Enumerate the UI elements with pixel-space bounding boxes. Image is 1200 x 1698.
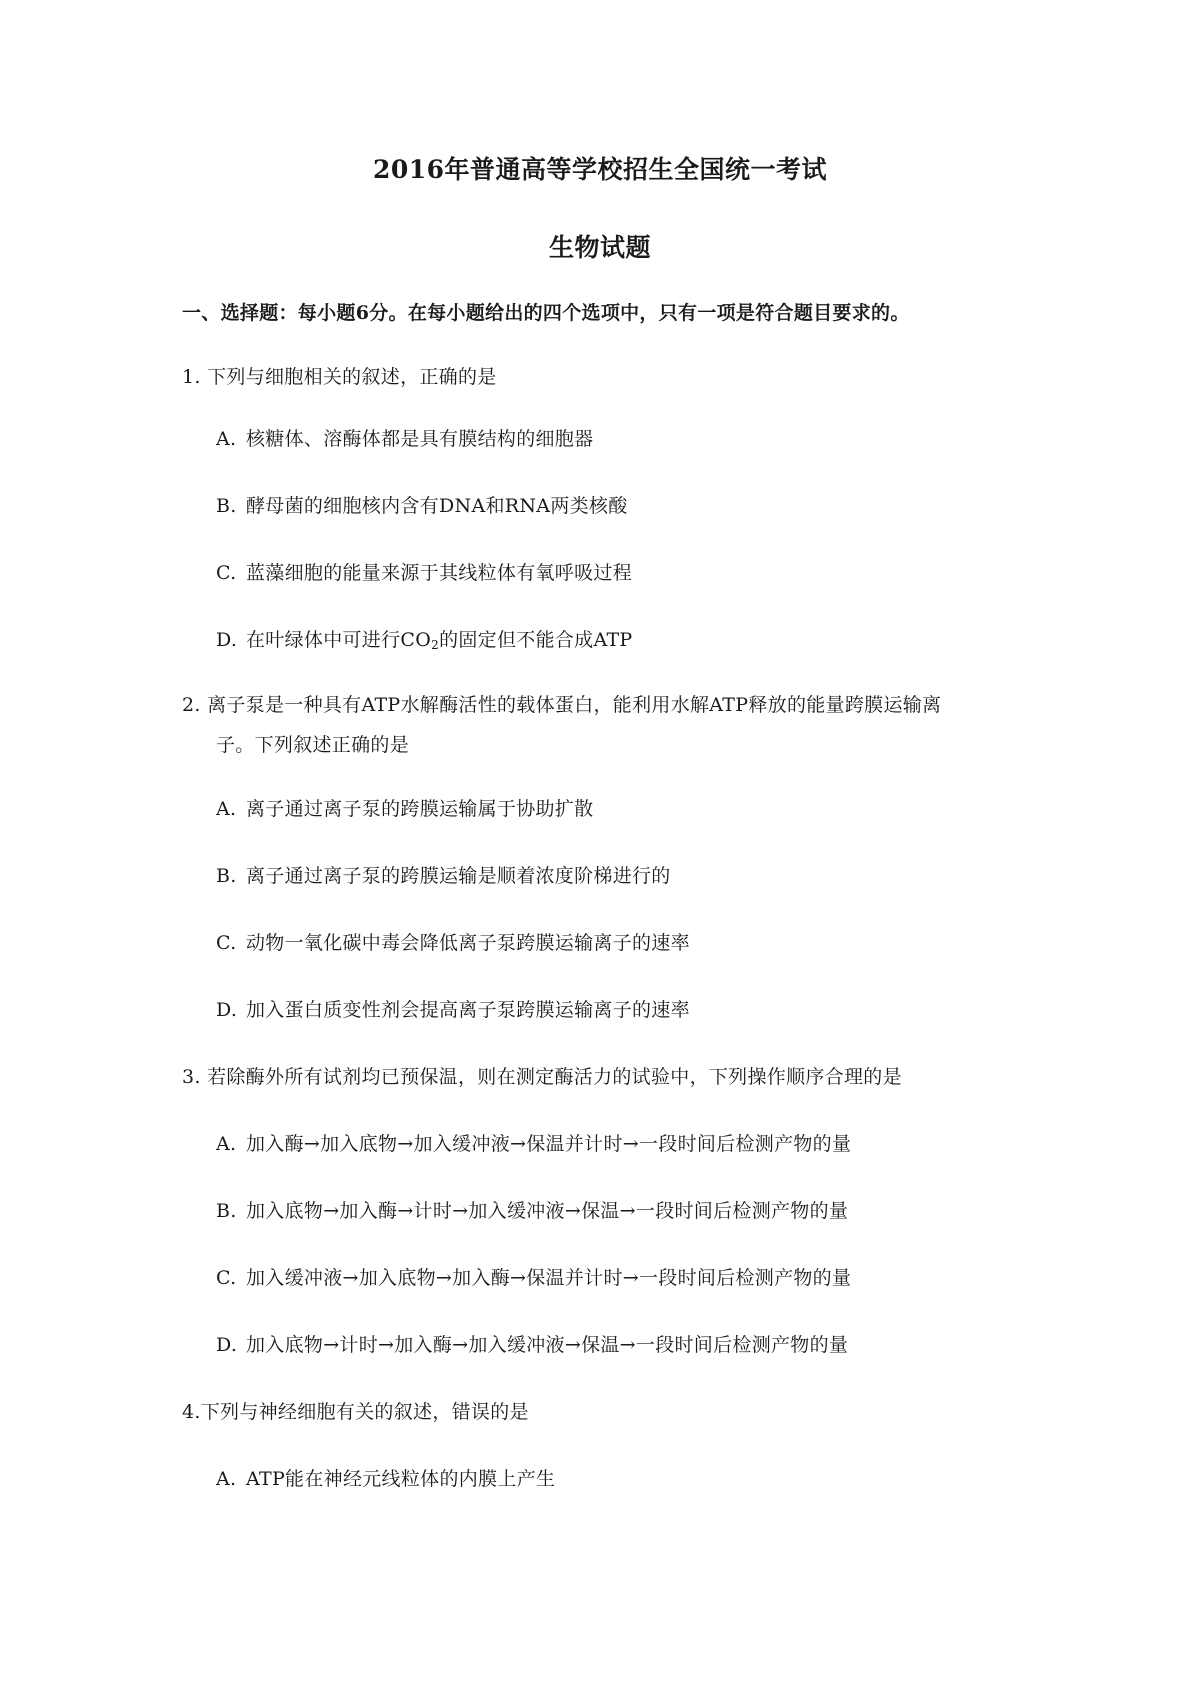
q1-option-a bbox=[216, 424, 593, 451]
q3-option-c bbox=[216, 1263, 851, 1290]
option-text-after: 的固定但不能合成ATP bbox=[439, 629, 633, 651]
option-text: 加入酶→加入底物→加入缓冲液→保温并计时→一段时间后检测产物的量 bbox=[246, 1133, 852, 1155]
section-heading: 一、选择题：每小题6分。在每小题给出的四个选项中，只有一项是符合题目要求的。 bbox=[182, 302, 910, 324]
option-text: 加入缓冲液→加入底物→加入酶→保温并计时→一段时间后检测产物的量 bbox=[246, 1267, 852, 1289]
option-text: ATP能在神经元线粒体的内膜上产生 bbox=[246, 1468, 556, 1490]
subject-title: 生物试题 bbox=[548, 233, 651, 262]
option-letter: C. bbox=[216, 1267, 237, 1289]
q2-option-b bbox=[216, 861, 671, 888]
q1-option-b bbox=[216, 491, 628, 518]
option-letter: A. bbox=[216, 1133, 237, 1155]
option-text: 酵母菌的细胞核内含有DNA和RNA两类核酸 bbox=[246, 495, 628, 517]
option-letter: D. bbox=[216, 1334, 238, 1356]
q3-option-b bbox=[216, 1196, 848, 1223]
option-letter: B. bbox=[216, 865, 237, 887]
option-letter: B. bbox=[216, 1200, 237, 1222]
option-text: 动物一氧化碳中毒会降低离子泵跨膜运输离子的速率 bbox=[246, 932, 690, 954]
option-letter: B. bbox=[216, 495, 237, 517]
option-letter: A. bbox=[216, 1468, 237, 1490]
question-3-stem: 3. 若除酶外所有试剂均已预保温，则在测定酶活力的试验中，下列操作顺序合理的是 bbox=[182, 1066, 902, 1088]
question-2-stem-line1: 2. 离子泵是一种具有ATP水解酶活性的载体蛋白，能利用水解ATP释放的能量跨膜运输离 bbox=[182, 694, 942, 716]
option-text: 核糖体、溶酶体都是具有膜结构的细胞器 bbox=[246, 428, 594, 450]
option-text: 离子通过离子泵的跨膜运输属于协助扩散 bbox=[246, 798, 594, 820]
q1-option-d bbox=[216, 625, 633, 652]
option-letter: C. bbox=[216, 932, 237, 954]
option-text: 加入底物→计时→加入酶→加入缓冲液→保温→一段时间后检测产物的量 bbox=[246, 1334, 849, 1356]
option-subscript: 2 bbox=[431, 638, 440, 652]
option-text: 离子通过离子泵的跨膜运输是顺着浓度阶梯进行的 bbox=[246, 865, 671, 887]
q2-option-c bbox=[216, 928, 690, 955]
option-text-before: 在叶绿体中可进行CO bbox=[246, 629, 432, 651]
q3-option-a bbox=[216, 1129, 851, 1156]
option-letter: D. bbox=[216, 629, 238, 651]
question-4-stem: 4.下列与神经细胞有关的叙述，错误的是 bbox=[182, 1401, 529, 1423]
question-1-stem: 1. 下列与细胞相关的叙述，正确的是 bbox=[182, 366, 497, 388]
exam-title: 2016年普通高等学校招生全国统一考试 bbox=[372, 155, 828, 184]
option-text: 蓝藻细胞的能量来源于其线粒体有氧呼吸过程 bbox=[246, 562, 633, 584]
q2-option-a bbox=[216, 794, 593, 821]
question-2-stem-line2: 子。下列叙述正确的是 bbox=[216, 734, 410, 756]
option-letter: C. bbox=[216, 562, 237, 584]
option-letter: D. bbox=[216, 999, 238, 1021]
q2-option-d bbox=[216, 995, 690, 1022]
option-letter: A. bbox=[216, 798, 237, 820]
option-letter: A. bbox=[216, 428, 237, 450]
q1-option-c bbox=[216, 558, 632, 585]
option-text: 加入底物→加入酶→计时→加入缓冲液→保温→一段时间后检测产物的量 bbox=[246, 1200, 849, 1222]
option-text: 加入蛋白质变性剂会提高离子泵跨膜运输离子的速率 bbox=[246, 999, 690, 1021]
q3-option-d bbox=[216, 1330, 848, 1357]
q4-option-a bbox=[216, 1464, 555, 1491]
